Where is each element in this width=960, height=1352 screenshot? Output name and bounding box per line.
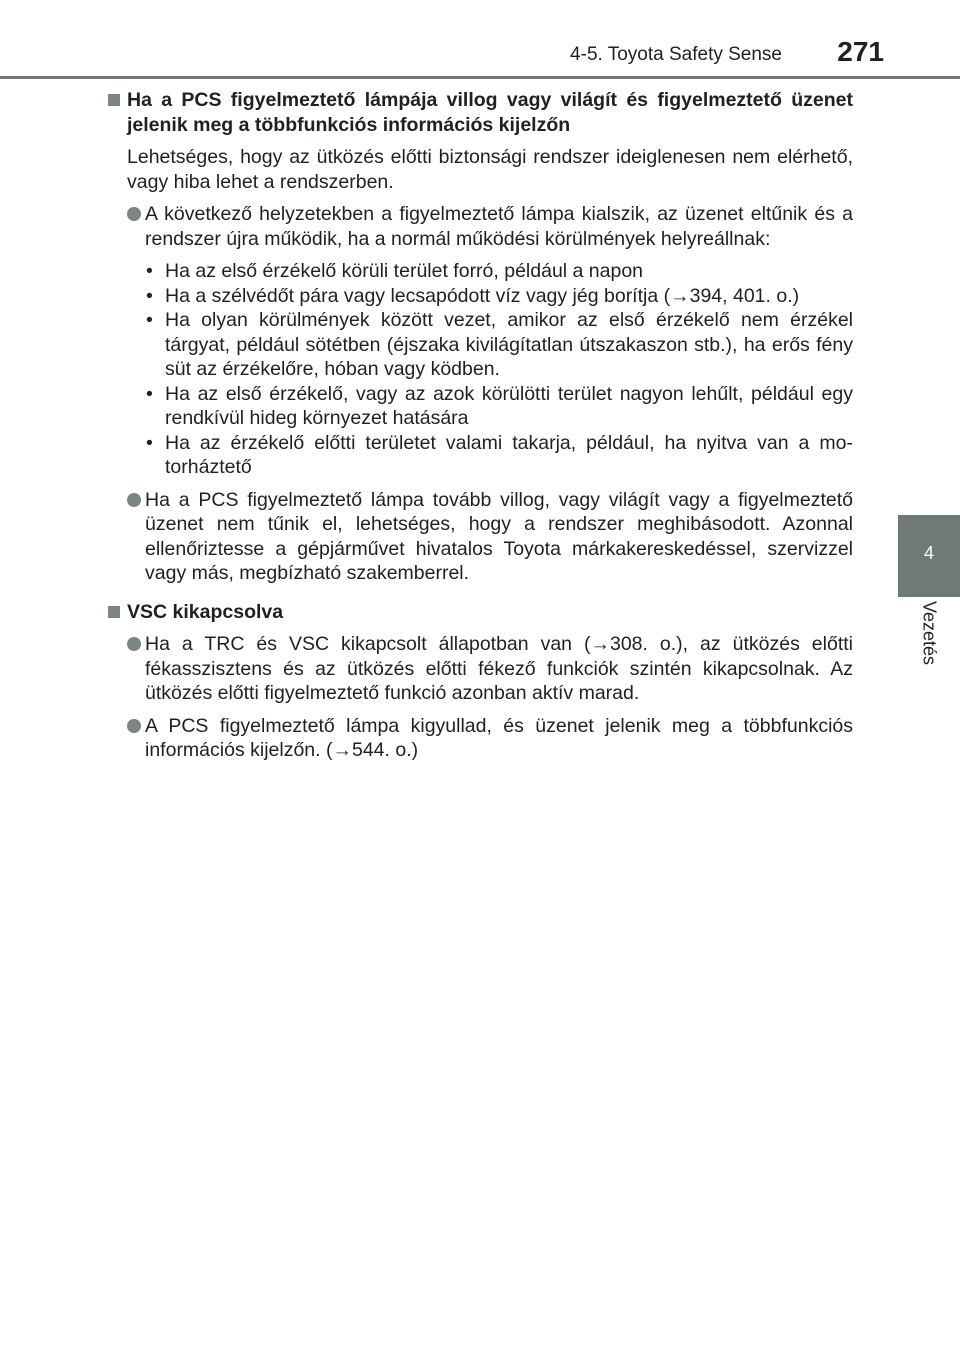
square-bullet-icon <box>108 94 120 106</box>
chapter-label: Vezetés <box>919 600 940 666</box>
circle-bullet-icon <box>127 207 141 221</box>
bullet-text: A következő helyzetekben a figyelmeztető lámpa kialszik, az üzenet eltűnik és a rendszer újra működik, ha a normál működési körülmények helyreállnak: <box>145 203 853 250</box>
intro-paragraph: Lehetséges, hogy az ütközés előtti biztonsági rendszer ideiglenesen nem elérhető, vagy hiba lehet a rendszerben. <box>127 146 853 193</box>
list-item <box>108 488 853 586</box>
page-header <box>0 0 960 78</box>
circle-bullet-icon <box>127 719 141 733</box>
list-item <box>108 202 853 251</box>
section-heading <box>108 600 853 625</box>
list-item <box>108 632 853 706</box>
bullet-text: A PCS figyelmeztető lámpa kigyullad, és üzenet jelenik meg a többfunkciós információs kijelzőn. (→544. o.) <box>145 714 853 761</box>
page-number: 271 <box>837 36 884 67</box>
circle-bullet-icon <box>127 493 141 507</box>
sub-list-item <box>145 382 853 431</box>
sub-item-text: Ha az első érzékelő körüli terület forró, például a napon <box>165 260 644 282</box>
page-content <box>108 88 853 771</box>
header-rule <box>0 76 960 79</box>
heading-text: VSC kikapcsolva <box>127 600 284 623</box>
dot-marker: • <box>146 260 153 282</box>
section-pcs-warning <box>108 88 853 586</box>
dot-marker: • <box>146 284 153 307</box>
bullet-text: Ha a PCS figyelmeztető lámpa tovább villog, vagy világít vagy a figyelmeztető üzenet nem tűnik el, lehetséges, hogy a rendszer meghibásodott. Azonnal ellenőriztesse a gépjárművet hivatalos Toyota márkakereskedéssel, szervizzel vagy más, megbízható szakemberrel. <box>145 488 853 584</box>
dot-marker: • <box>146 382 153 405</box>
sub-list-item <box>145 284 853 309</box>
bullet-text: Ha a TRC és VSC kikapcsolt állapotban van (→308. o.), az ütközés előtti fékasszisztens és az ütközés előtti fékező funkciók szintén kikapcsolnak. Az ütközés előtti figyelmeztető funkció azonban aktív marad. <box>145 633 853 704</box>
sub-item-text: Ha a szélvédőt pára vagy lecsapódott víz vagy jég borítja (→394, 401. o.) <box>165 284 800 307</box>
chapter-number: 4 <box>923 543 934 563</box>
sub-list-item <box>145 431 853 480</box>
sub-list-item <box>145 259 853 284</box>
section-title: 4-5. Toyota Safety Sense <box>570 44 782 65</box>
dot-marker: • <box>146 431 153 454</box>
chapter-tab <box>898 515 960 597</box>
sub-item-text: Ha az első érzékelő, vagy az azok körülötti terület nagyon lehűlt, például egy rendkívül hideg környezet hatására <box>165 382 853 429</box>
heading-text: Ha a PCS figyelmeztető lámpája villog vagy világít és figyelmeztető üzenet jelenik meg a többfunkciós információs kijelzőn <box>127 89 853 136</box>
square-bullet-icon <box>108 606 120 618</box>
circle-bullet-icon <box>127 637 141 651</box>
chapter-label-container <box>898 597 960 677</box>
sub-list <box>108 259 853 480</box>
dot-marker: • <box>146 309 153 331</box>
section-vsc-off <box>108 600 853 763</box>
sub-list-item <box>145 308 853 382</box>
section-heading <box>108 88 853 137</box>
sub-item-text: Ha az érzékelő előtti területet valami takarja, például, ha nyitva van a motorháztető <box>165 431 853 478</box>
sub-item-text: Ha olyan körülmények között vezet, amikor az első érzékelő nem érzékel tárgyat, például sötétben (éjszaka kivilágítatlan útszakaszon stb.), ha erős fény süt az érzékelőre, hóban vagy ködben. <box>165 309 853 380</box>
list-item <box>108 714 853 763</box>
